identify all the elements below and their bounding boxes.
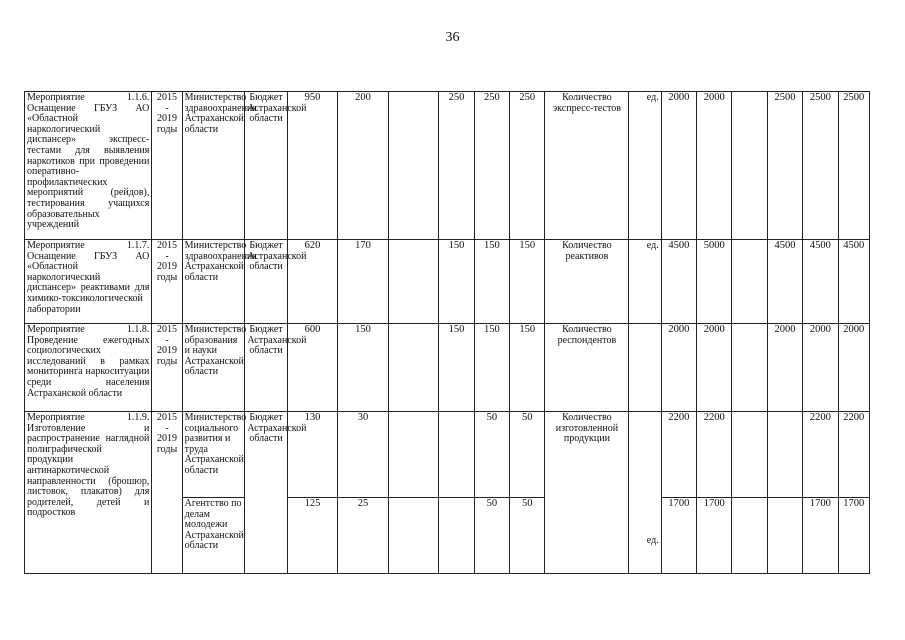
funding-total: 950 (287, 92, 338, 240)
event-description: Мероприятие 1.1.7. Оснащение ГБУЗ АО «Областной наркологический диспансер» реактивами для химико-токсикологической лаборатории (25, 240, 152, 324)
event-years: 2015 - 2019 годы (152, 92, 182, 240)
funding-2017: 250 (439, 92, 474, 240)
indicator-2016: 5000 (697, 240, 732, 324)
indicator-2017 (732, 498, 767, 574)
indicator-2018: 2000 (767, 324, 802, 412)
funding-2019: 150 (510, 240, 545, 324)
funding-2015: 25 (338, 498, 389, 574)
event-years: 2015 - 2019 годы (152, 324, 182, 412)
executor: Министерство здравоохранения Астраханской области (182, 240, 245, 324)
event-description: Мероприятие 1.1.9. Изготовление и распространение наглядной полиграфической продукции антинаркотической направленности (брошюр, листовок, плакатов) для родителей, детей и подростков (25, 412, 152, 574)
indicator-2015: 2000 (661, 324, 696, 412)
indicator-2015: 1700 (661, 498, 696, 574)
funding-total: 125 (287, 498, 338, 574)
program-table (24, 91, 870, 574)
funding-total: 620 (287, 240, 338, 324)
indicator-2015: 2000 (661, 92, 696, 240)
indicator-unit: ед. (629, 92, 661, 240)
indicator-unit (629, 324, 661, 412)
indicator-2018 (767, 498, 802, 574)
indicator-2019: 2500 (803, 92, 838, 240)
indicator-2020: 2500 (838, 92, 869, 240)
indicator-unit: ед. (629, 412, 661, 574)
funding-2019: 250 (510, 92, 545, 240)
indicator-2018: 2500 (767, 92, 802, 240)
indicator-2018 (767, 412, 802, 498)
indicator-2020: 4500 (838, 240, 869, 324)
indicator-name: Количество экспресс-тестов (545, 92, 629, 240)
funding-2016 (388, 498, 439, 574)
funding-2016 (388, 412, 439, 498)
indicator-2019: 4500 (803, 240, 838, 324)
indicator-name: Количество изготовленной продукции (545, 412, 629, 574)
funding-2017 (439, 498, 474, 574)
event-description: Мероприятие 1.1.8. Проведение ежегодных социологических исследований в рамках мониторинга наркоситуации среди населения Астраханской области (25, 324, 152, 412)
table-row (25, 324, 870, 412)
indicator-2017 (732, 92, 767, 240)
indicator-name: Количество реактивов (545, 240, 629, 324)
indicator-2020: 2000 (838, 324, 869, 412)
table-row (25, 412, 870, 498)
funding-2018: 250 (474, 92, 509, 240)
funding-2019: 150 (510, 324, 545, 412)
table-row (25, 240, 870, 324)
funding-2018: 150 (474, 324, 509, 412)
executor: Министерство социального развития и труда Астраханской области (182, 412, 245, 498)
indicator-2016: 2000 (697, 92, 732, 240)
indicator-2016: 2200 (697, 412, 732, 498)
funding-2015: 150 (338, 324, 389, 412)
indicator-2017 (732, 412, 767, 498)
funding-source: Бюджет Астраханской области (245, 324, 287, 412)
executor: Агентство по делам молодежи Астраханской области (182, 498, 245, 574)
indicator-2015: 2200 (661, 412, 696, 498)
indicator-2019: 2000 (803, 324, 838, 412)
funding-source: Бюджет Астраханской области (245, 240, 287, 324)
indicator-2020: 2200 (838, 412, 869, 498)
event-years: 2015 - 2019 годы (152, 240, 182, 324)
indicator-2018: 4500 (767, 240, 802, 324)
funding-total: 600 (287, 324, 338, 412)
funding-2018: 150 (474, 240, 509, 324)
indicator-2017 (732, 324, 767, 412)
funding-total: 130 (287, 412, 338, 498)
indicator-name: Количество респондентов (545, 324, 629, 412)
indicator-2019: 2200 (803, 412, 838, 498)
funding-2017: 150 (439, 240, 474, 324)
funding-2016 (388, 324, 439, 412)
funding-source: Бюджет Астраханской области (245, 92, 287, 240)
indicator-2019: 1700 (803, 498, 838, 574)
funding-2018: 50 (474, 498, 509, 574)
funding-2015: 170 (338, 240, 389, 324)
event-description: Мероприятие 1.1.6. Оснащение ГБУЗ АО «Областной наркологический диспансер» экспресс-тестами для выявления наркотиков при проведении оперативно-профилактических мероприятий (рейдов), тестирования учащихся образовательных учреждений (25, 92, 152, 240)
funding-2017 (439, 412, 474, 498)
indicator-2016: 1700 (697, 498, 732, 574)
funding-2015: 200 (338, 92, 389, 240)
funding-2019: 50 (510, 498, 545, 574)
executor: Министерство здравоохранения Астраханской области (182, 92, 245, 240)
indicator-unit: ед. (629, 240, 661, 324)
event-years: 2015 - 2019 годы (152, 412, 182, 574)
funding-2017: 150 (439, 324, 474, 412)
funding-2016 (388, 92, 439, 240)
funding-2019: 50 (510, 412, 545, 498)
table-row (25, 92, 870, 240)
executor: Министерство образования и науки Астраханской области (182, 324, 245, 412)
indicator-2020: 1700 (838, 498, 869, 574)
indicator-2016: 2000 (697, 324, 732, 412)
funding-2016 (388, 240, 439, 324)
indicator-2015: 4500 (661, 240, 696, 324)
funding-source: Бюджет Астраханской области (245, 412, 287, 574)
indicator-2017 (732, 240, 767, 324)
funding-2015: 30 (338, 412, 389, 498)
funding-2018: 50 (474, 412, 509, 498)
page-number: 36 (445, 30, 460, 45)
